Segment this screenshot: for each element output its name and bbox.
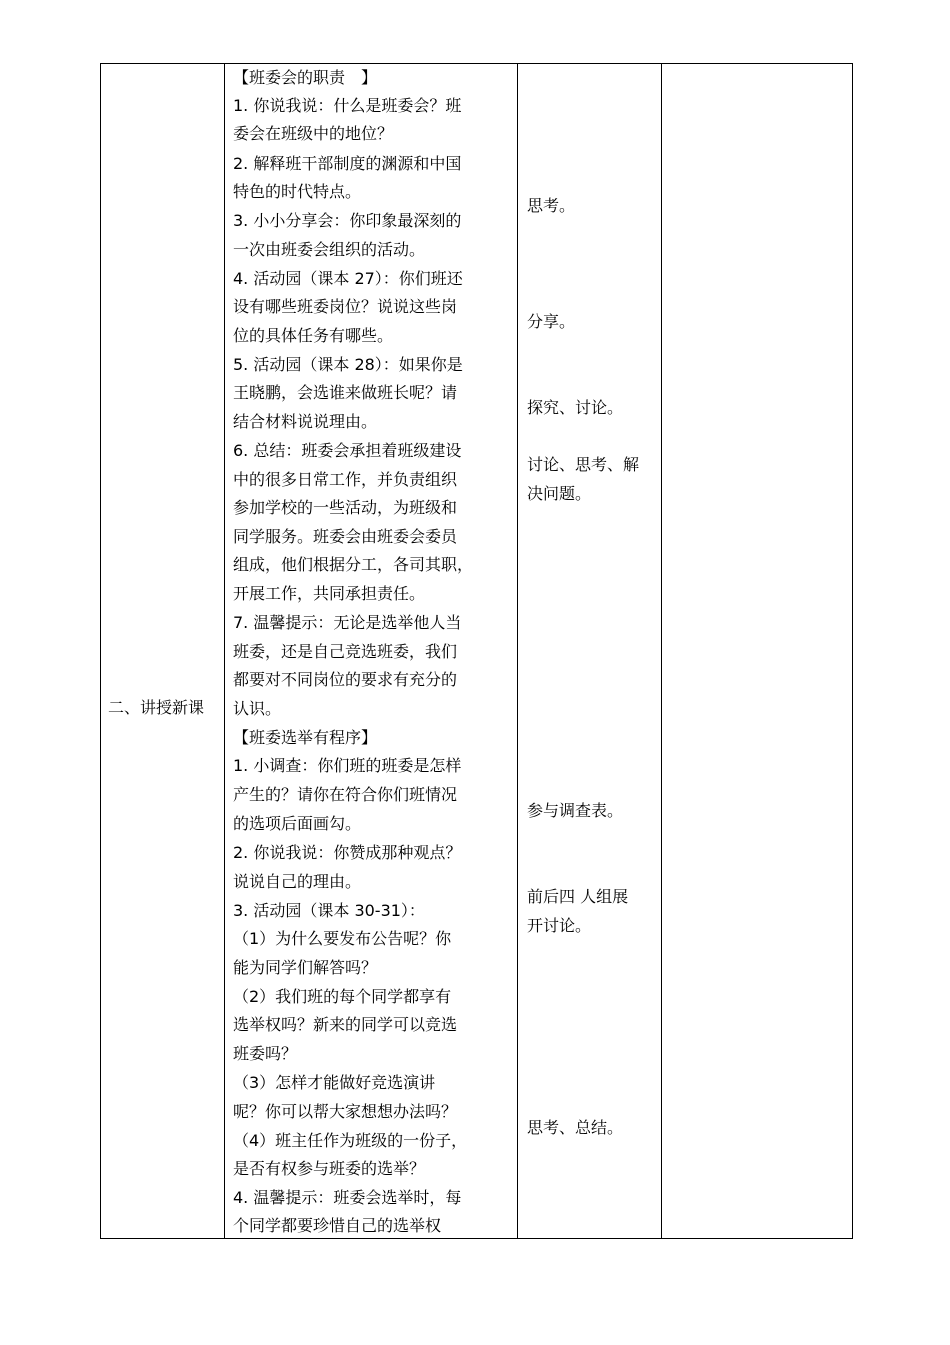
stage-cell bbox=[101, 64, 225, 1239]
teacher-line: 都要对不同岗位的要求有充分的 bbox=[233, 670, 458, 689]
student-line: 决问题。 bbox=[527, 484, 592, 503]
teacher-line: 的选项后面画勾。 bbox=[233, 814, 362, 833]
teacher-line: 3. 活动园（课本 30-31）： bbox=[233, 901, 425, 920]
teacher-line: 一次由班委会组织的活动。 bbox=[233, 240, 426, 259]
teacher-line: （1）为什么要发布公告呢？你 bbox=[233, 929, 452, 948]
teacher-line: 班委吗？ bbox=[233, 1044, 298, 1063]
student-line: 开讨论。 bbox=[527, 916, 592, 935]
teacher-line: 同学服务。班委会由班委会委员 bbox=[233, 527, 458, 546]
teacher-line: 开展工作，共同承担责任。 bbox=[233, 584, 426, 603]
teacher-line: 2. 你说我说：你赞成那种观点？ bbox=[233, 843, 462, 862]
teacher-line: 认识。 bbox=[233, 699, 282, 718]
teacher-line: 3. 小小分享会：你印象最深刻的 bbox=[233, 211, 462, 230]
stage-label: 二、讲授新课 bbox=[108, 698, 205, 717]
teacher-line: 能为同学们解答吗？ bbox=[233, 958, 378, 977]
student-line: 探究、讨论。 bbox=[527, 398, 624, 417]
student-line: 参与调查表。 bbox=[527, 801, 624, 820]
teacher-line: 班委，还是自己竞选班委，我们 bbox=[233, 642, 458, 661]
teacher-line: （2）我们班的每个同学都享有 bbox=[233, 987, 452, 1006]
teacher-line: 1. 你说我说：什么是班委会？班 bbox=[233, 96, 462, 115]
teacher-activity-cell bbox=[225, 64, 518, 1239]
teacher-line: 参加学校的一些活动，为班级和 bbox=[233, 498, 458, 517]
teacher-line: 呢？你可以帮大家想想办法吗？ bbox=[233, 1102, 458, 1121]
student-activity-cell bbox=[518, 64, 662, 1239]
teacher-line: 1. 小调查：你们班的班委是怎样 bbox=[233, 756, 462, 775]
lesson-plan-table bbox=[100, 63, 853, 1239]
student-line: 讨论、思考、解 bbox=[527, 455, 640, 474]
teacher-line: 是否有权参与班委的选举？ bbox=[233, 1159, 426, 1178]
teacher-line: 说说自己的理由。 bbox=[233, 872, 362, 891]
teacher-line: 个同学都要珍惜自己的选举权 bbox=[233, 1216, 442, 1235]
teacher-line: 结合材料说说理由。 bbox=[233, 412, 378, 431]
student-line: 思考、总结。 bbox=[527, 1118, 624, 1137]
teacher-line: 7. 温馨提示：无论是选举他人当 bbox=[233, 613, 462, 632]
teacher-line: 设有哪些班委岗位？说说这些岗 bbox=[233, 297, 458, 316]
teacher-line: 【班委选举有程序】 bbox=[233, 728, 378, 747]
notes-cell bbox=[662, 64, 853, 1239]
teacher-line: 委会在班级中的地位？ bbox=[233, 124, 394, 143]
teacher-line: 王晓鹏，会选谁来做班长呢？请 bbox=[233, 383, 458, 402]
teacher-line: （4）班主任作为班级的一份子， bbox=[233, 1131, 468, 1150]
teacher-line: 组成，他们根据分工，各司其职， bbox=[233, 555, 474, 574]
teacher-line: 4. 温馨提示：班委会选举时，每 bbox=[233, 1188, 462, 1207]
teacher-line: 中的很多日常工作，并负责组织 bbox=[233, 470, 458, 489]
teacher-line: 特色的时代特点。 bbox=[233, 182, 362, 201]
teacher-line: 5. 活动园（课本 28）：如果你是 bbox=[233, 355, 463, 374]
teacher-line: 选举权吗？新来的同学可以竞选 bbox=[233, 1015, 458, 1034]
teacher-line: 2. 解释班干部制度的渊源和中国 bbox=[233, 154, 462, 173]
teacher-line: 6. 总结：班委会承担着班级建设 bbox=[233, 441, 462, 460]
teacher-line: （3）怎样才能做好竞选演讲 bbox=[233, 1073, 436, 1092]
table-row bbox=[101, 64, 853, 1239]
teacher-line: 4. 活动园（课本 27）：你们班还 bbox=[233, 269, 463, 288]
teacher-line: 产生的？请你在符合你们班情况 bbox=[233, 785, 458, 804]
student-line: 分享。 bbox=[527, 312, 576, 331]
teacher-line: 【班委会的职责 】 bbox=[233, 68, 378, 87]
teacher-line: 位的具体任务有哪些。 bbox=[233, 326, 394, 345]
student-line: 前后四 人组展 bbox=[527, 887, 629, 906]
student-line: 思考。 bbox=[527, 196, 576, 215]
